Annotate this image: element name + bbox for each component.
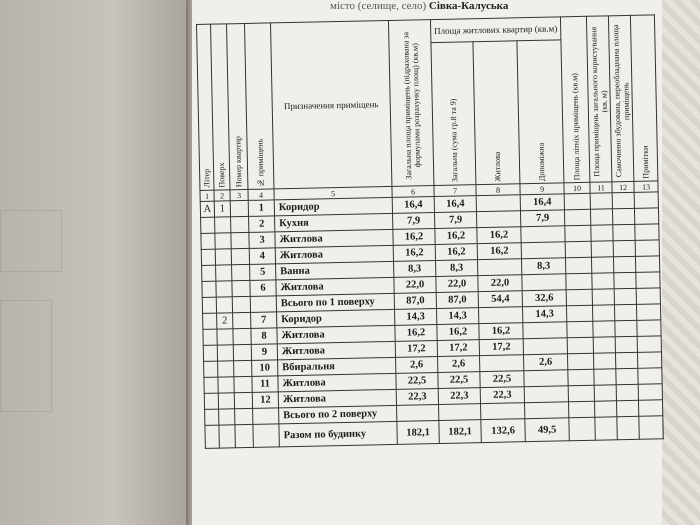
- cell-empty: [235, 424, 253, 447]
- cell-empty: [594, 385, 616, 401]
- cell-floor: [216, 265, 232, 281]
- cell-floor: [215, 233, 231, 249]
- col-number: 10: [564, 182, 590, 194]
- cell-auxiliary: [521, 226, 565, 243]
- cell-empty: [614, 304, 636, 320]
- location-name: Сівка-Калуська: [428, 0, 509, 12]
- cell-auxiliary: 32,6: [522, 290, 566, 307]
- cell-total: 16,2: [395, 325, 437, 342]
- cell-purpose: Всього по 1 поверху: [276, 293, 394, 311]
- cell-apartment: [230, 200, 248, 216]
- cell-empty: [616, 400, 638, 416]
- cell-empty: [634, 192, 658, 208]
- cell-total: 2,6: [396, 357, 438, 374]
- cell-empty: [595, 417, 617, 440]
- cell-purpose: Житлова: [278, 373, 396, 391]
- cell-empty: [568, 353, 594, 370]
- cell-living: [476, 211, 520, 228]
- cell-sum: 7,9: [435, 212, 477, 229]
- cell-empty: [566, 305, 592, 322]
- cell-total: 8,3: [394, 261, 436, 278]
- cell-floor: [216, 281, 232, 297]
- cell-total: 22,3: [396, 389, 438, 406]
- cell-total: 87,0: [394, 293, 436, 310]
- cell-empty: [566, 273, 592, 290]
- cell-room-no: [250, 296, 276, 313]
- cell-empty: [613, 240, 635, 256]
- cell-purpose: Коридор: [274, 197, 392, 215]
- cell-auxiliary: [521, 242, 565, 259]
- cell-empty: [638, 384, 662, 400]
- cell-total: 14,3: [395, 309, 437, 326]
- cell-purpose: Кухня: [275, 213, 393, 231]
- faint-plan-outline: [0, 300, 52, 412]
- cell-sum: 17,2: [437, 340, 479, 357]
- cell-sum: 22,5: [438, 372, 480, 389]
- cell-empty: [616, 384, 638, 400]
- cell-empty: [612, 208, 634, 224]
- col-number: 2: [214, 190, 230, 201]
- cell-purpose: Ванна: [276, 261, 394, 279]
- cell-living: [480, 355, 524, 372]
- col-number: 3: [230, 189, 248, 200]
- cell-apartment: [234, 392, 252, 408]
- col-number: 13: [634, 181, 658, 193]
- cell-empty: [615, 320, 637, 336]
- cell-room-no: 3: [249, 232, 275, 249]
- explication-table: [196, 14, 664, 449]
- cell-empty: [616, 368, 638, 384]
- col-head-total-area: Загальна площа приміщень (підрахована за формулами розрахунку площ) (кв.м): [388, 20, 433, 187]
- cell-auxiliary: 8,3: [521, 258, 565, 275]
- cell-litera: [202, 297, 216, 313]
- cell-empty: [593, 353, 615, 369]
- cell-empty: [635, 256, 659, 272]
- explication-table-wrap: [196, 14, 663, 453]
- cell-apartment: [232, 296, 250, 312]
- cell-auxiliary: 16,4: [520, 194, 564, 211]
- cell-room-no: 6: [250, 280, 276, 297]
- col-number: 6: [392, 186, 434, 198]
- cell-empty: [636, 288, 660, 304]
- cell-total: 16,4: [392, 197, 434, 214]
- cell-living: 54,4: [478, 291, 522, 308]
- cell-litera: [204, 377, 218, 393]
- cell-total: 7,9: [393, 213, 435, 230]
- cell-empty: [636, 304, 660, 320]
- cell-empty: [567, 337, 593, 354]
- col-head-sum: Загальна (сума гр.8 та 9): [431, 42, 476, 186]
- cell-floor: [217, 329, 233, 345]
- cell-empty: [593, 321, 615, 337]
- background-fabric: [662, 0, 700, 525]
- cell-floor: 2: [217, 313, 233, 329]
- faint-plan-outline: [0, 210, 62, 272]
- cell-empty: [634, 208, 658, 224]
- cell-purpose: Житлова: [277, 325, 395, 343]
- cell-floor: [216, 297, 232, 313]
- cell-auxiliary: 7,9: [520, 210, 564, 227]
- cell-empty: [635, 240, 659, 256]
- col-head-unauthorized: Самочинно збудована, переобладнана площа приміщень: [608, 15, 633, 181]
- cell-floor: [218, 361, 234, 377]
- cell-room-no: 5: [250, 264, 276, 281]
- cell-empty: [253, 424, 279, 448]
- cell-floor: [215, 217, 231, 233]
- cell-sum: 22,3: [438, 388, 480, 405]
- cell-room-no: 9: [251, 344, 277, 361]
- cell-sum: 2,6: [438, 356, 480, 373]
- cell-total: [397, 405, 439, 422]
- col-head-living: Житлова: [473, 41, 520, 185]
- cell-empty: [591, 257, 613, 273]
- cell-floor: [218, 393, 234, 409]
- cell-room-no: 12: [252, 392, 278, 409]
- cell-floor: [215, 249, 231, 265]
- cell-litera: [203, 345, 217, 361]
- cell-living: 16,2: [477, 243, 521, 260]
- cell-empty: [612, 192, 634, 208]
- cell-room-no: 4: [249, 248, 275, 265]
- grand-total-area: 182,1: [397, 421, 439, 445]
- cell-room-no: 1: [248, 200, 274, 217]
- cell-litera: [204, 361, 218, 377]
- cell-sum: 22,0: [436, 276, 478, 293]
- cell-sum: 16,2: [435, 228, 477, 245]
- cell-auxiliary: [524, 386, 568, 403]
- col-head-notes: Примітки: [630, 15, 657, 181]
- cell-floor: [217, 345, 233, 361]
- cell-room-no: 11: [252, 376, 278, 393]
- cell-total: 17,2: [395, 341, 437, 358]
- cell-empty: [591, 241, 613, 257]
- cell-apartment: [232, 264, 250, 280]
- cell-floor: [219, 409, 235, 425]
- cell-living: 16,2: [477, 227, 521, 244]
- cell-empty: [590, 193, 612, 209]
- cell-apartment: [231, 232, 249, 248]
- cell-auxiliary: 2,6: [523, 354, 567, 371]
- cell-litera: [202, 265, 216, 281]
- col-number: 11: [590, 182, 612, 193]
- col-number: 12: [612, 181, 634, 192]
- cell-auxiliary: 14,3: [522, 306, 566, 323]
- cell-empty: [614, 288, 636, 304]
- cell-apartment: [234, 360, 252, 376]
- col-head-residential-group: Площа житлових квартир (кв.м): [430, 17, 560, 43]
- cell-empty: [636, 272, 660, 288]
- cell-empty: [564, 193, 590, 210]
- cell-litera: [204, 393, 218, 409]
- cell-empty: [613, 256, 635, 272]
- cell-living: [476, 195, 520, 212]
- cell-empty: [617, 416, 639, 439]
- cell-auxiliary: [523, 322, 567, 339]
- cell-empty: [613, 224, 635, 240]
- col-number: 5: [274, 186, 392, 199]
- cell-empty: [568, 385, 594, 402]
- cell-auxiliary: [525, 402, 569, 419]
- cell-empty: [566, 289, 592, 306]
- cell-empty: [595, 401, 617, 417]
- cell-litera: [205, 409, 219, 425]
- cell-room-no: 2: [249, 216, 275, 233]
- cell-sum: [439, 404, 481, 421]
- cell-auxiliary: [523, 338, 567, 355]
- cell-litera: [201, 217, 215, 233]
- cell-apartment: [233, 328, 251, 344]
- cell-purpose: Житлова: [275, 245, 393, 263]
- cell-apartment: [231, 216, 249, 232]
- cell-living: [479, 307, 523, 324]
- cell-litera: [203, 329, 217, 345]
- cell-empty: [592, 305, 614, 321]
- cell-empty: [614, 272, 636, 288]
- cell-empty: [637, 336, 661, 352]
- cell-litera: [203, 313, 217, 329]
- cell-empty: [638, 368, 662, 384]
- cell-living: 22,3: [480, 387, 524, 404]
- cell-floor: [218, 377, 234, 393]
- cell-total: 22,5: [396, 373, 438, 390]
- cell-empty: [590, 209, 612, 225]
- cell-sum: 16,2: [437, 324, 479, 341]
- cell-empty: [638, 400, 662, 416]
- cell-empty: [594, 369, 616, 385]
- cell-purpose: Коридор: [277, 309, 395, 327]
- cell-apartment: [234, 376, 252, 392]
- grand-total-label: Разом по будинку: [279, 421, 397, 446]
- cell-empty: [637, 352, 661, 368]
- cell-purpose: Житлова: [278, 389, 396, 407]
- cell-empty: [615, 352, 637, 368]
- col-head-purpose: Призначення приміщень: [270, 20, 391, 188]
- col-number: 4: [248, 189, 274, 201]
- cell-sum: 16,4: [434, 196, 476, 213]
- cell-empty: [565, 225, 591, 242]
- col-head-apartment: Номер квартир: [227, 23, 248, 189]
- col-head-floor: Поверх: [211, 24, 230, 190]
- cell-empty: [568, 369, 594, 386]
- cell-sum: 87,0: [436, 292, 478, 309]
- cell-empty: [569, 401, 595, 418]
- cell-empty: [591, 225, 613, 241]
- cell-empty: [593, 337, 615, 353]
- cell-living: [481, 403, 525, 420]
- cell-apartment: [232, 280, 250, 296]
- cell-room-no: 10: [252, 360, 278, 377]
- location-prefix: місто (селище, село): [330, 0, 427, 12]
- cell-purpose: Всього по 2 поверху: [279, 405, 397, 423]
- cell-room-no: 8: [251, 328, 277, 345]
- cell-purpose: Житлова: [277, 341, 395, 359]
- cell-auxiliary: [524, 370, 568, 387]
- cell-room-no: [253, 408, 279, 425]
- col-number: 7: [434, 185, 476, 197]
- col-head-litera: Літер: [197, 24, 214, 190]
- cell-empty: [592, 289, 614, 305]
- cell-empty: [219, 425, 235, 448]
- col-number: 8: [476, 184, 520, 196]
- cell-litera: А: [200, 201, 214, 217]
- cell-apartment: [231, 248, 249, 264]
- cell-empty: [637, 320, 661, 336]
- cell-empty: [564, 209, 590, 226]
- cell-living: 16,2: [479, 323, 523, 340]
- cell-litera: [202, 281, 216, 297]
- grand-total-sum: 182,1: [439, 420, 481, 444]
- facing-page: [0, 0, 190, 525]
- cell-living: 22,5: [480, 371, 524, 388]
- cell-empty: [635, 224, 659, 240]
- grand-total-auxiliary: 49,5: [525, 418, 569, 442]
- cell-empty: [205, 425, 219, 448]
- col-number: 1: [200, 190, 214, 201]
- location-line: [330, 0, 590, 12]
- cell-purpose: Вбиральня: [278, 357, 396, 375]
- cell-floor: 1: [214, 201, 230, 217]
- cell-purpose: Житлова: [276, 277, 394, 295]
- cell-purpose: Житлова: [275, 229, 393, 247]
- grand-total-living: 132,6: [481, 419, 525, 443]
- col-number: 9: [520, 183, 564, 195]
- cell-empty: [569, 417, 595, 441]
- cell-apartment: [235, 408, 253, 424]
- cell-total: 22,0: [394, 277, 436, 294]
- cell-living: 22,0: [478, 275, 522, 292]
- col-head-common-use: Площа приміщень загального користування (кв. м): [586, 16, 611, 182]
- cell-sum: 8,3: [436, 260, 478, 277]
- cell-apartment: [233, 312, 251, 328]
- cell-apartment: [233, 344, 251, 360]
- cell-room-no: 7: [251, 312, 277, 329]
- cell-empty: [565, 257, 591, 274]
- cell-living: 17,2: [479, 339, 523, 356]
- cell-empty: [567, 321, 593, 338]
- cell-litera: [201, 233, 215, 249]
- cell-litera: [201, 249, 215, 265]
- cell-auxiliary: [522, 274, 566, 291]
- cell-living: [477, 259, 521, 276]
- col-head-room-no: № приміщень: [244, 23, 273, 190]
- cell-empty: [565, 241, 591, 258]
- cell-total: 16,2: [393, 229, 435, 246]
- cell-total: 16,2: [393, 245, 435, 262]
- cell-sum: 16,2: [435, 244, 477, 261]
- cell-empty: [639, 416, 663, 439]
- cell-empty: [615, 336, 637, 352]
- cell-empty: [592, 273, 614, 289]
- col-head-auxiliary: Допоміжна: [517, 40, 564, 184]
- cell-sum: 14,3: [437, 308, 479, 325]
- col-head-summer: Площа літніх приміщень (кв.м): [560, 16, 589, 183]
